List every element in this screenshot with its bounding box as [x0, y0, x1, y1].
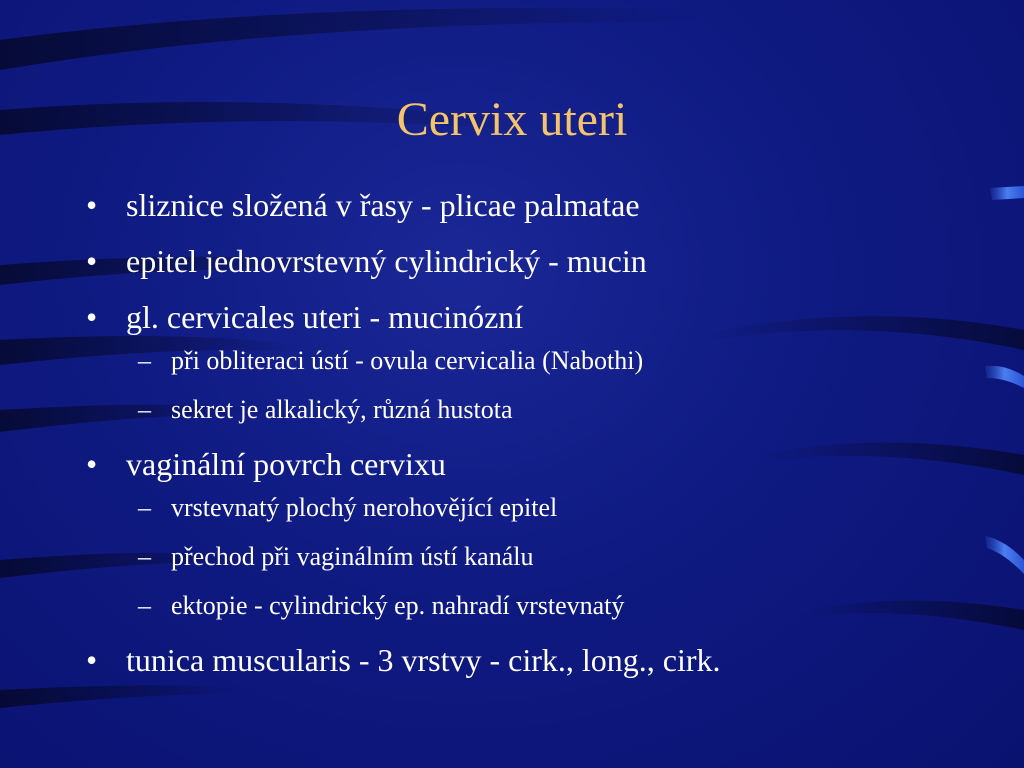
bullet-text: gl. cervicales uteri - mucinózní: [126, 299, 524, 335]
bullet-icon: •: [86, 446, 98, 482]
sub-list: [126, 344, 986, 427]
bullet-text: sliznice složená v řasy - plicae palmatae: [126, 187, 640, 223]
bullet-list: [86, 186, 986, 697]
bullet-icon: •: [86, 299, 98, 335]
bullet-item: [86, 641, 986, 679]
bullet-text: tunica muscularis - 3 vrstvy - cirk., long., cirk.: [126, 642, 721, 678]
bullet-icon: •: [86, 243, 98, 279]
bullet-icon: •: [86, 642, 98, 678]
sub-item-text: při obliteraci ústí - ovula cervicalia (Nabothi): [171, 346, 644, 375]
sub-item-text: vrstevnatý plochý nerohovějící epitel: [171, 493, 558, 522]
sub-item-text: přechod při vaginálním ústí kanálu: [171, 542, 534, 571]
sub-item-text: sekret je alkalický, různá hustota: [171, 395, 513, 424]
bullet-text: vaginální povrch cervixu: [126, 446, 446, 482]
bullet-text: epitel jednovrstevný cylindrický - mucin: [126, 243, 647, 279]
dash-icon: –: [138, 493, 151, 522]
sub-item: [126, 589, 986, 623]
sub-item: [126, 344, 986, 378]
sub-item-text: ektopie - cylindrický ep. nahradí vrstevnatý: [171, 591, 625, 620]
dash-icon: –: [138, 542, 151, 571]
slide-title: Cervix uteri: [396, 93, 628, 146]
sub-item: [126, 540, 986, 574]
sub-item: [126, 393, 986, 427]
sub-list: [126, 491, 986, 623]
bullet-item: [86, 445, 986, 623]
dash-icon: –: [138, 395, 151, 424]
sub-item: [126, 491, 986, 525]
bullet-item: [86, 242, 986, 280]
bullet-item: [86, 186, 986, 224]
dash-icon: –: [138, 591, 151, 620]
dash-icon: –: [138, 346, 151, 375]
bullet-item: [86, 298, 986, 427]
bullet-icon: •: [86, 187, 98, 223]
